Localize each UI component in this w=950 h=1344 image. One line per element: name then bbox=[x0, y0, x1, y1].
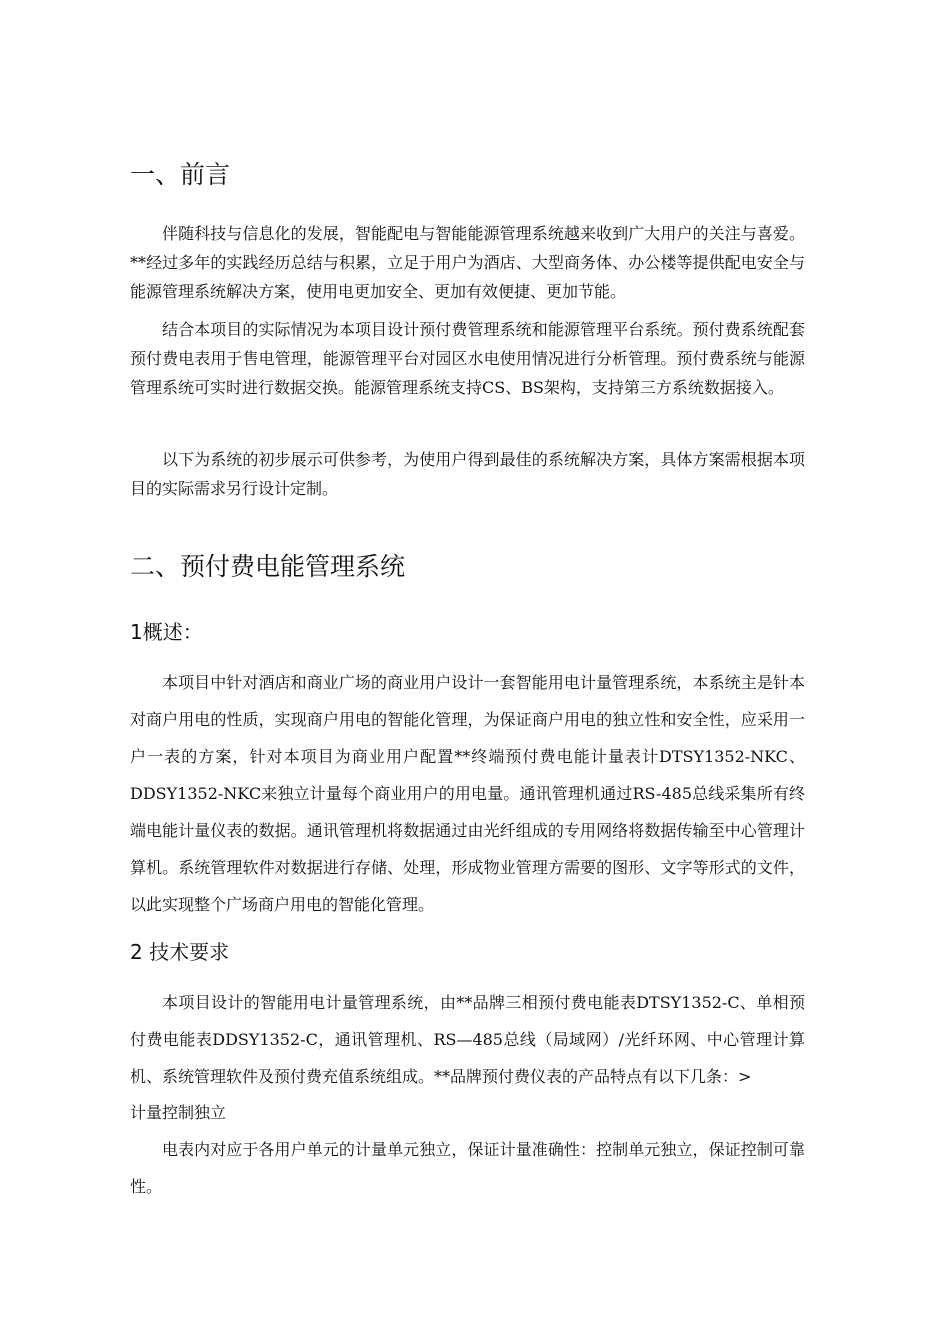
section-heading-prepaid-system: 二、预付费电能管理系统 bbox=[130, 552, 406, 581]
preface-paragraph-3: 以下为系统的初步展示可供参考，为使用户得到最佳的系统解决方案，具体方案需根据本项目的实际需求另行设计定制。 bbox=[130, 450, 805, 498]
section-heading-preface: 一、前言 bbox=[130, 160, 231, 189]
feature-title: 计量控制独立 bbox=[130, 1103, 227, 1122]
technical-requirements-paragraph: 本项目设计的智能用电计量管理系统，由**品牌三相预付费电能表DTSY1352-C、单相预付费电能表DDSY1352-C，通讯管理机、RS—485总线（局域网）/光纤环网、中心管理计算机、系统管理软件及预付费充值系统组成。**品牌预付费仪表的产品特点有以下几条：> bbox=[130, 993, 805, 1086]
preface-paragraph-1: 伴随科技与信息化的发展，智能配电与智能能源管理系统越来收到广大用户的关注与喜爱。**经过多年的实践经历总结与积累，立足于用户为酒店、大型商务体、办公楼等提供配电安全与能源管理系统解决方案，使用电更加安全、更加有效便捷、更加节能。 bbox=[130, 224, 805, 301]
overview-paragraph: 本项目中针对酒店和商业广场的商业用户设计一套智能用电计量管理系统，本系统主是针本对商户用电的性质，实现商户用电的智能化管理，为保证商户用电的独立性和安全性，应采用一户一表的方案，针对本项目为商业用户配置**终端预付费电能计量表计DTSY1352-NKC、DDSY1352-NKC来独立计量每个商业用户的用电量。通讯管理机通过RS-485总线采集所有终端电能计量仪表的数据。通讯管理机将数据通过由光纤组成的专用网络将数据传输至中心管理计算机。系统管理软件对数据进行存储、处理，形成物业管理方需要的图形、文字等形式的文件，以此实现整个广场商户用电的智能化管理。 bbox=[130, 673, 805, 914]
subsection-heading-technical-requirements: 2 技术要求 bbox=[130, 940, 230, 964]
preface-paragraph-2: 结合本项目的实际情况为本项目设计预付费管理系统和能源管理平台系统。预付费系统配套预付费电表用于售电管理，能源管理平台对园区水电使用情况进行分析管理。预付费系统与能源管理系统可实时进行数据交换。能源管理系统支持CS、BS架构，支持第三方系统数据接入。 bbox=[130, 320, 805, 397]
feature-description: 电表内对应于各用户单元的计量单元独立，保证计量准确性：控制单元独立，保证控制可靠性。 bbox=[130, 1140, 805, 1196]
subsection-heading-overview: 1概述： bbox=[130, 620, 203, 644]
